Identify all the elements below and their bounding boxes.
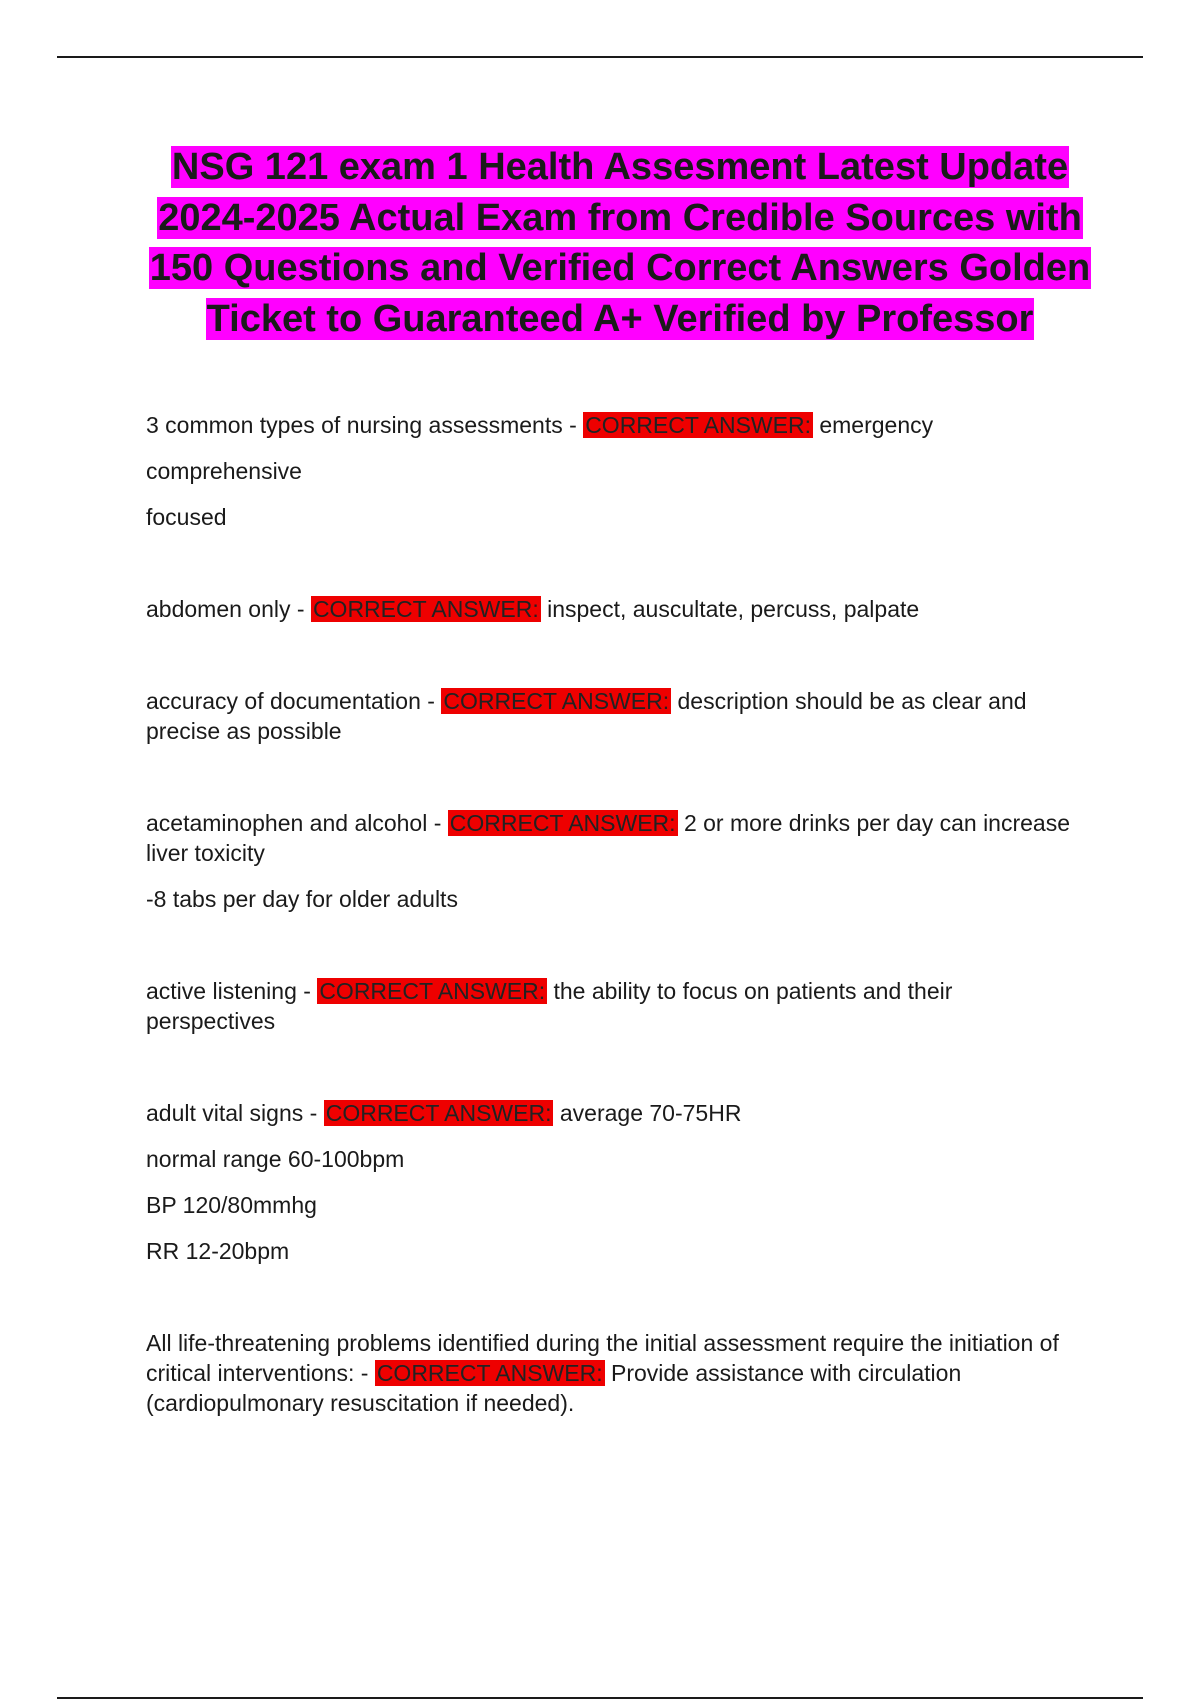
qa-line: [146, 594, 1086, 624]
answer-text: the ability to focus on patients and their perspectives: [146, 978, 953, 1034]
correct-answer-tag: CORRECT ANSWER:: [312, 596, 539, 622]
answer-extra-line: -8 tabs per day for older adults: [146, 886, 458, 912]
correct-answer-tag: CORRECT ANSWER:: [325, 1100, 552, 1126]
correct-answer-tag: CORRECT ANSWER:: [443, 688, 670, 714]
qa-line: [146, 976, 1086, 1036]
qa-item: [146, 686, 1086, 746]
correct-answer-tag: CORRECT ANSWER:: [319, 978, 546, 1004]
header-rule: [57, 56, 1143, 58]
answer-text: Provide assistance with circulation (cardiopulmonary resuscitation if needed).: [146, 1360, 962, 1416]
correct-answer-tag: CORRECT ANSWER:: [376, 1360, 603, 1386]
answer-extra-line: normal range 60-100bpm: [146, 1146, 405, 1172]
question-text: All life-threatening problems identified during the initial assessment require the initiation of critical interventions: -: [146, 1330, 1059, 1386]
question-text: adult vital signs -: [146, 1100, 324, 1126]
title-highlight: NSG 121 exam 1 Health Assesment Latest Update 2024-2025 Actual Exam from Credible Sources with 150 Questions and Verified Correct Answers Golden Ticket to Guaranteed A+ Verified by Professor: [149, 146, 1091, 340]
correct-answer-tag: CORRECT ANSWER:: [449, 810, 676, 836]
answer-text: inspect, auscultate, percuss, palpate: [547, 596, 920, 622]
qa-list: [146, 410, 1086, 1418]
answer-extra-line: comprehensive: [146, 458, 302, 484]
answer-extra-line: BP 120/80mmhg: [146, 1192, 317, 1218]
question-text: abdomen only -: [146, 596, 311, 622]
qa-line: [146, 1328, 1086, 1418]
answer-text: average 70-75HR: [559, 1100, 742, 1126]
qa-line: [146, 808, 1086, 868]
answer-text: emergency: [819, 412, 934, 438]
question-text: acetaminophen and alcohol -: [146, 810, 448, 836]
qa-item: [146, 410, 1086, 532]
question-text: accuracy of documentation -: [146, 688, 442, 714]
qa-item: [146, 976, 1086, 1036]
qa-item: [146, 594, 1086, 624]
qa-line: [146, 1098, 1086, 1128]
answer-extra-line: focused: [146, 504, 227, 530]
question-text: active listening -: [146, 978, 318, 1004]
qa-item: [146, 808, 1086, 914]
answer-extra-line: RR 12-20bpm: [146, 1238, 290, 1264]
footer-rule: [57, 1697, 1143, 1699]
qa-line: [146, 686, 1086, 746]
question-text: 3 common types of nursing assessments -: [146, 412, 584, 438]
document-title: [140, 142, 1100, 344]
qa-item: [146, 1098, 1086, 1266]
qa-line: [146, 410, 1086, 440]
qa-item: [146, 1328, 1086, 1418]
answer-text: 2 or more drinks per day can increase liver toxicity: [146, 810, 1071, 866]
answer-text: description should be as clear and precise as possible: [146, 688, 1027, 744]
correct-answer-tag: CORRECT ANSWER:: [585, 412, 811, 438]
